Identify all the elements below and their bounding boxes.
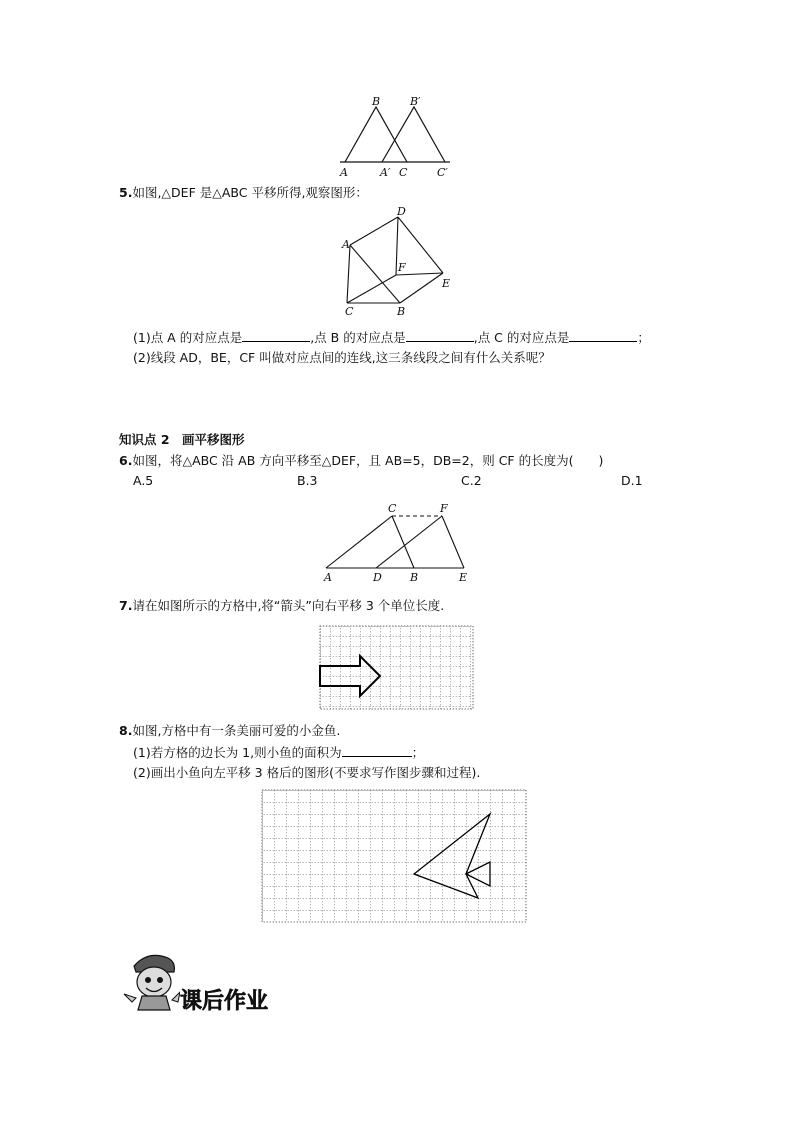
q7-stem <box>119 598 444 614</box>
prism-figure <box>335 203 460 318</box>
para-label-D: D <box>373 571 382 584</box>
answer-blank-area[interactable] <box>342 744 412 757</box>
q5-sub2: (2)线段 AD，BE，CF 叫做对应点间的连线,这三条线段之间有什么关系呢？ <box>133 350 551 365</box>
q7-number: 7. <box>119 598 133 613</box>
section-title: 知识点 2 画平移图形 <box>119 432 245 447</box>
q8-sub2: (2)画出小鱼向左平移 3 格后的图形(不要求写作图步骤和过程). <box>133 765 481 780</box>
answer-blank-b[interactable] <box>406 329 474 342</box>
q5-sub1-c: ,点 C 的对应点是 <box>473 330 570 345</box>
prism-label-D: D <box>397 205 406 218</box>
q6-option-d[interactable]: D.1 <box>621 473 643 488</box>
q8-sub1-a: (1)若方格的边长为 1,则小鱼的面积为 <box>133 745 342 760</box>
prism-label-C: C <box>345 305 354 318</box>
prism-label-A: A <box>342 238 350 251</box>
fish-grid[interactable] <box>258 786 530 926</box>
q6-option-c[interactable]: C.2 <box>461 473 482 488</box>
q6-number: 6. <box>119 453 133 468</box>
prism-label-E: E <box>442 277 451 290</box>
q8-sub1 <box>133 744 424 761</box>
q8-number: 8. <box>119 723 133 738</box>
q5-sub1-b: ,点 B 的对应点是 <box>310 330 406 345</box>
q6-option-a[interactable]: A.5 <box>133 473 154 488</box>
q5-number: 5. <box>119 185 133 200</box>
q6-stem <box>119 453 603 469</box>
q8-sub1-end: ； <box>411 745 425 760</box>
q7-text: 请在如图所示的方格中,将“箭头”向右平移 3 个单位长度. <box>132 598 445 613</box>
arrow-grid[interactable] <box>318 623 476 711</box>
label-C: C <box>399 166 408 179</box>
q5-sub1-a: (1)点 A 的对应点是 <box>133 330 243 345</box>
q6-option-b[interactable]: B.3 <box>297 473 318 488</box>
label-B-prime: B′ <box>410 95 421 108</box>
prism-label-B: B <box>397 305 406 318</box>
q5-text: 如图,△DEF 是△ABC 平移所得,观察图形： <box>132 185 368 200</box>
cartoon-kid-icon <box>124 955 180 1010</box>
para-label-F: F <box>440 502 448 515</box>
answer-blank-c[interactable] <box>569 329 637 342</box>
para-label-B: B <box>410 571 419 584</box>
label-B: B <box>372 95 381 108</box>
banner-text: 课后作业 <box>180 989 269 1014</box>
label-A: A <box>340 166 348 179</box>
q8-text: 如图,方格中有一条美丽可爱的小金鱼. <box>132 723 341 738</box>
q5-stem <box>119 185 368 201</box>
para-label-C: C <box>388 502 397 515</box>
answer-blank-a[interactable] <box>242 329 310 342</box>
translated-triangles-figure <box>335 92 465 182</box>
homework-banner <box>118 948 288 1014</box>
q5-sub1 <box>133 329 650 346</box>
label-A-prime: A′ <box>380 166 391 179</box>
prism-label-F: F <box>398 261 406 274</box>
label-C-prime: C′ <box>437 166 448 179</box>
para-label-A: A <box>324 571 332 584</box>
parallelogram-figure <box>320 498 480 586</box>
para-label-E: E <box>459 571 468 584</box>
q6-text: 如图，将△ABC 沿 AB 方向平移至△DEF，且 AB=5，DB=2，则 CF 的长度为( ) <box>132 453 604 468</box>
q8-stem <box>119 723 340 739</box>
q5-sub1-end: ； <box>637 330 650 345</box>
